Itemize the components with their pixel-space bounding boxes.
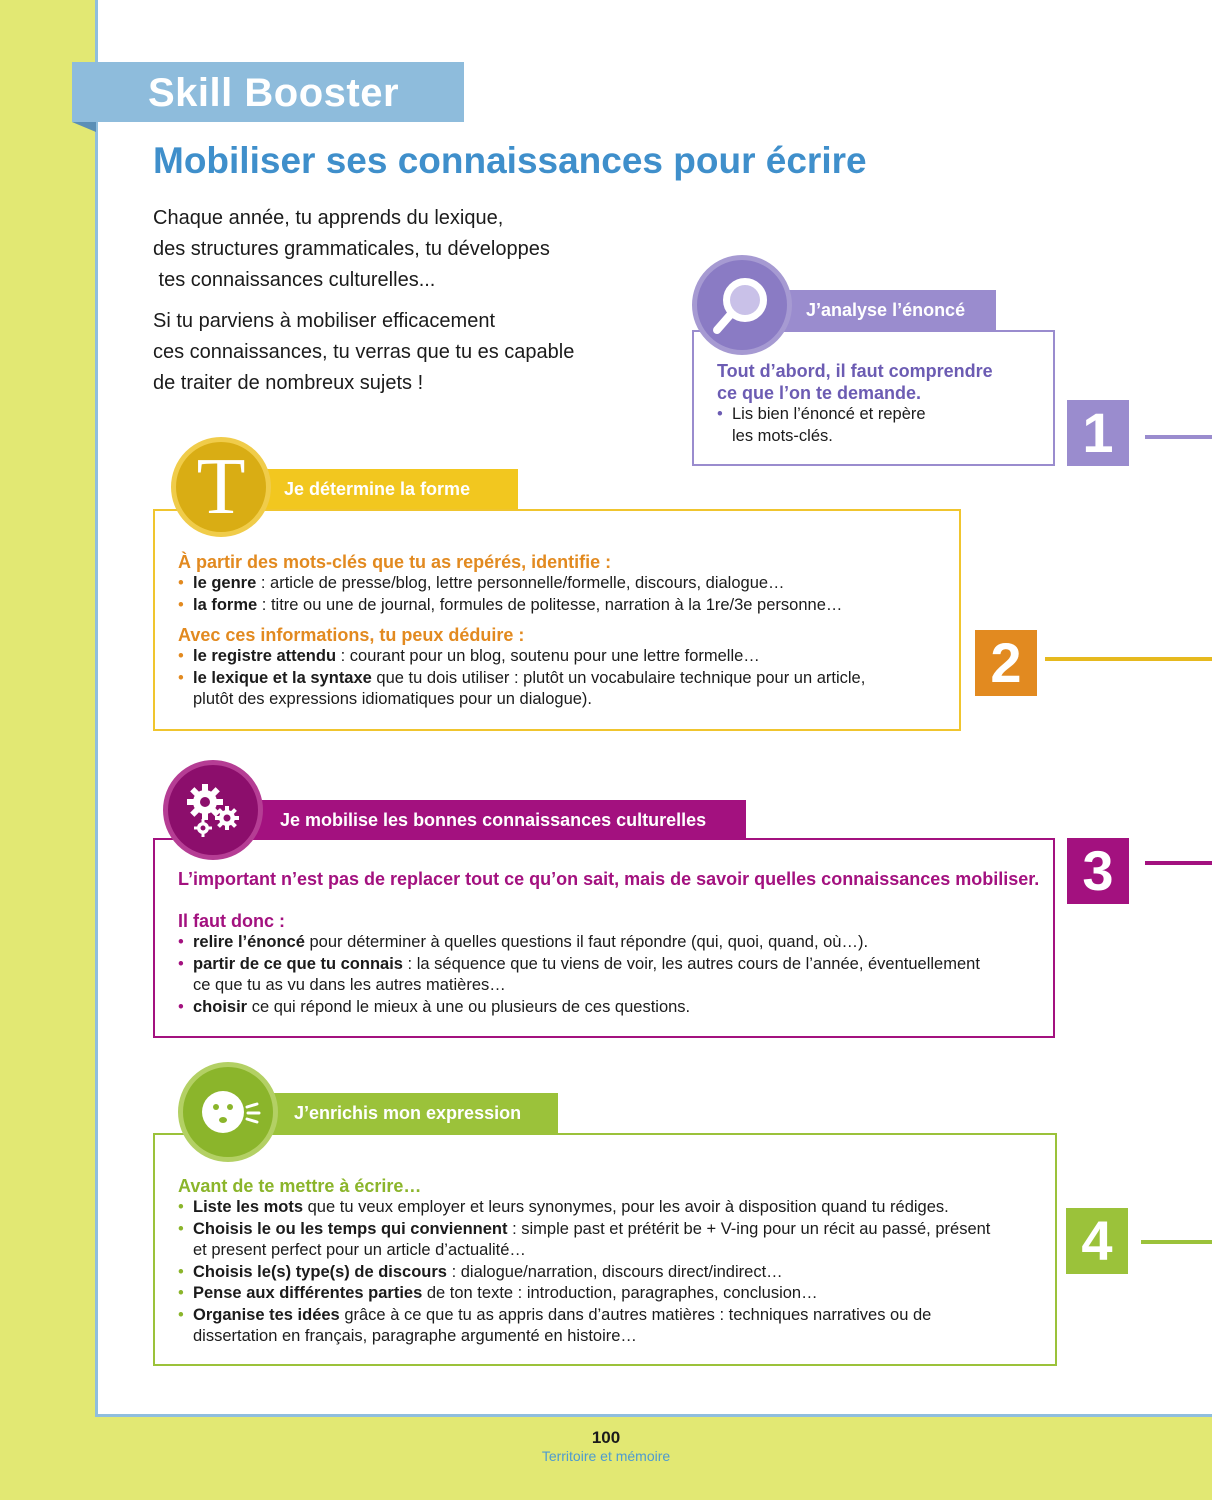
intro-line: des structures grammaticales, tu développes [153, 238, 550, 260]
list-item: • le genre : article de presse/blog, lettre personnelle/formelle, discours, dialogue… [178, 574, 785, 592]
step4-tab: J’enrichis mon expression [260, 1093, 558, 1133]
step-number-3: 3 [1067, 838, 1129, 904]
intro-line: ces connaissances, tu verras que tu es capable [153, 341, 575, 363]
intro-paragraph-2 [153, 306, 574, 399]
step2-lead-1: À partir des mots-clés que tu as repérés, identifie : [178, 552, 612, 572]
magnifier-icon [692, 255, 792, 355]
intro-line: tes connaissances culturelles... [153, 269, 436, 291]
step-number-1: 1 [1067, 400, 1129, 466]
step3-lead-2: Il faut donc : [178, 911, 285, 931]
connector-line-1 [1145, 435, 1212, 439]
letter-t-icon: T [171, 437, 271, 537]
page-number: 100 [591, 1428, 621, 1447]
skill-booster-banner: Skill Booster [72, 62, 464, 122]
list-item: • la forme : titre ou une de journal, formules de politesse, narration à la 1re/3e personne… [178, 595, 843, 614]
connector-line-3 [1145, 861, 1212, 865]
intro-line: Si tu parviens à mobiliser efficacement [153, 310, 496, 332]
list-item: • le registre attendu : courant pour un blog, soutenu pour une lettre formelle… [178, 647, 760, 665]
speaking-face-icon [178, 1062, 278, 1162]
list-item: • relire l’énoncé pour déterminer à quelles questions il faut répondre (qui, quoi, quand, où…). [178, 933, 869, 951]
page-title: Mobiliser ses connaissances pour écrire [153, 140, 867, 181]
list-item: • Pense aux différentes parties de ton texte : introduction, paragraphes, conclusion… [178, 1284, 818, 1302]
step1-lead-line: ce que l’on te demande. [717, 383, 922, 403]
step1-lead-line: Tout d’abord, il faut comprendre [717, 361, 993, 381]
step-number-2: 2 [975, 630, 1037, 696]
list-item: • Choisis le(s) type(s) de discours : dialogue/narration, discours direct/indirect… [178, 1262, 783, 1281]
chapter-title: Territoire et mémoire [541, 1448, 671, 1464]
step3-tab: Je mobilise les bonnes connaissances culturelles [248, 800, 746, 840]
intro-paragraph-1 [153, 203, 550, 296]
list-item: • Organise tes idées grâce à ce que tu as appris dans d’autres matières : techniques narratives ou de dissertation en français, paragraphe argumenté en histoire… [178, 1305, 932, 1345]
step-number-4: 4 [1066, 1208, 1128, 1274]
gears-icon [163, 760, 263, 860]
step1-tab: J’analyse l’énoncé [768, 290, 996, 330]
list-item: • choisir ce qui répond le mieux à une ou plusieurs de ces questions. [178, 997, 691, 1016]
list-item: • le lexique et la syntaxe que tu dois utiliser : plutôt un vocabulaire technique pour un article, plutôt des expressions idiomatiques pour un dialogue). [178, 668, 866, 708]
list-item: • Choisis le ou les temps qui conviennent : simple past et prétérit be + V-ing pour un récit au passé, présent et present perfect pour un article d’actualité… [178, 1219, 991, 1259]
step4-box [153, 1133, 1057, 1366]
list-item: • partir de ce que tu connais : la séquence que tu viens de voir, les autres cours de l’année, éventuellement ce que tu as vu dans les autres matières… [178, 954, 980, 994]
step2-lead-2: Avec ces informations, tu peux déduire : [178, 625, 525, 645]
step2-tab: Je détermine la forme [250, 469, 518, 509]
step3-lead-1: L’important n’est pas de replacer tout ce qu’on sait, mais de savoir quelles connaissances mobiliser. [178, 869, 1040, 889]
list-item: • Lis bien l’énoncé et repère les mots-clés. [717, 405, 926, 445]
banner-fold [72, 122, 96, 132]
intro-line: de traiter de nombreux sujets ! [153, 372, 424, 394]
step2-box [153, 509, 961, 731]
step4-lead: Avant de te mettre à écrire… [178, 1176, 422, 1196]
list-item: • Liste les mots que tu veux employer et leurs synonymes, pour les avoir à disposition quand tu rédiges. [178, 1198, 949, 1216]
intro-line: Chaque année, tu apprends du lexique, [153, 207, 504, 229]
step3-box [153, 838, 1055, 1038]
connector-line-2 [1045, 657, 1212, 661]
connector-line-4 [1141, 1240, 1212, 1244]
